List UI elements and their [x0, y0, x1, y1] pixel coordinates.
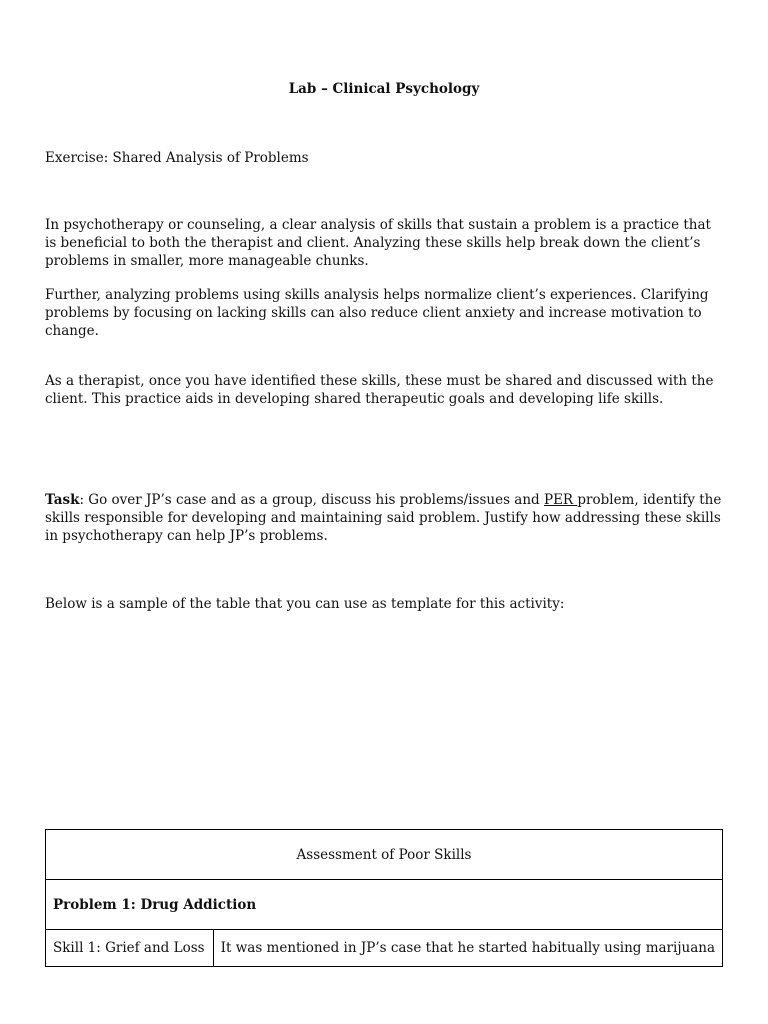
- table-intro: Below is a sample of the table that you can use as template for this activity:: [45, 596, 565, 612]
- exercise-heading: Exercise: Shared Analysis of Problems: [45, 150, 309, 166]
- document-title: Lab – Clinical Psychology: [288, 81, 480, 97]
- task-text-after: problem, identify the skills responsible for developing and maintaining said problem. Justify how addressing these skills in psychotherapy can help JP’s problems.: [45, 492, 722, 544]
- table-problem-row: [46, 880, 723, 930]
- skill-name-cell: Skill 1: Grief and Loss: [46, 930, 214, 967]
- task-label: Task: [45, 492, 80, 508]
- task-text-before: : Go over JP’s case and as a group, discuss his problems/issues and: [79, 492, 544, 508]
- table-header-row: [46, 830, 723, 880]
- paragraph-normalize: Further, analyzing problems using skills analysis helps normalize client’s experiences. Clarifying problems by focusing on lacking skills can also reduce client anxiety and increase motivation to change.: [45, 287, 709, 339]
- paragraph-therapist: As a therapist, once you have identified these skills, these must be shared and discussed with the client. This practice aids in developing shared therapeutic goals and developing life skills.: [45, 373, 714, 407]
- table-row: [46, 930, 723, 967]
- table-header-cell: Assessment of Poor Skills: [46, 830, 723, 880]
- paragraph-intro: In psychotherapy or counseling, a clear analysis of skills that sustain a problem is a practice that is beneficial to both the therapist and client. Analyzing these skills help break down the client’s problems in smaller, more manageable chunks.: [45, 217, 711, 269]
- assessment-table: [45, 829, 723, 967]
- task-paragraph: [45, 491, 725, 545]
- skill-description-cell: It was mentioned in JP’s case that he started habitually using marijuana: [213, 930, 722, 967]
- task-underlined-text: PER: [543, 492, 578, 508]
- problem-title-cell: Problem 1: Drug Addiction: [46, 880, 723, 930]
